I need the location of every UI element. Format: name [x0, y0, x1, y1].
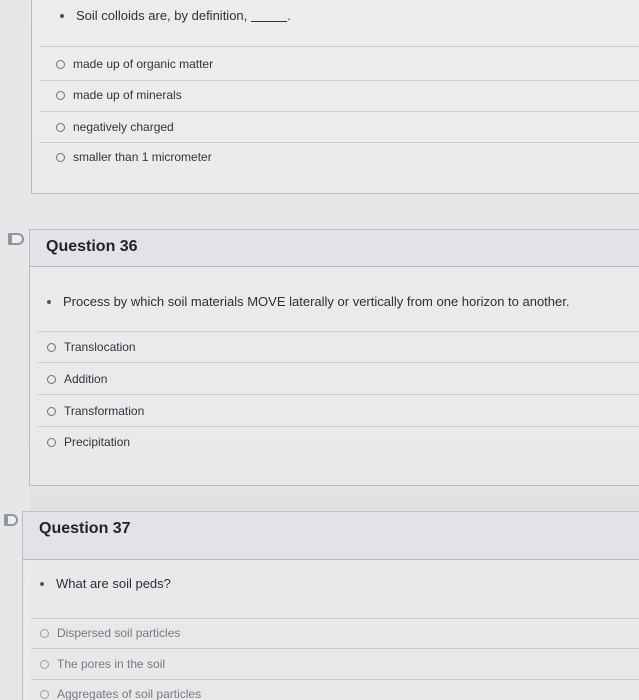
radio-button-icon[interactable] — [56, 91, 65, 100]
radio-button-icon[interactable] — [47, 343, 56, 352]
question-header — [23, 512, 639, 560]
option-label: Aggregates of soil particles — [57, 687, 202, 700]
option-label: Translocation — [64, 340, 136, 354]
option-row[interactable] — [56, 86, 182, 104]
question-title: Question 37 — [39, 520, 131, 537]
flag-icon[interactable] — [4, 514, 18, 526]
radio-button-icon[interactable] — [56, 123, 65, 132]
option-label: negatively charged — [73, 120, 174, 134]
question-header — [30, 230, 639, 267]
question-prompt-text: Soil colloids are, by definition, — [76, 8, 248, 23]
option-row[interactable] — [47, 433, 130, 451]
question-36-card — [29, 229, 639, 486]
option-label: Addition — [64, 372, 108, 386]
option-row[interactable] — [47, 370, 107, 388]
divider — [38, 394, 639, 395]
question-prompt-text: Process by which soil materials MOVE laterally or vertically from one horizon to another. — [63, 294, 570, 309]
question-prev-card — [31, 0, 639, 194]
radio-button-icon[interactable] — [40, 690, 49, 699]
divider — [40, 111, 639, 112]
divider — [40, 80, 639, 81]
divider — [38, 362, 639, 363]
option-row[interactable] — [47, 338, 136, 356]
option-row[interactable] — [40, 655, 165, 673]
question-prompt — [60, 8, 291, 23]
option-row[interactable] — [40, 685, 201, 700]
divider — [40, 142, 639, 143]
divider — [40, 46, 639, 47]
divider — [31, 679, 639, 680]
option-row[interactable] — [40, 624, 180, 642]
radio-button-icon[interactable] — [47, 407, 56, 416]
question-37-card — [22, 511, 639, 700]
question-prompt — [47, 294, 569, 309]
flag-icon[interactable] — [8, 233, 24, 245]
option-label: smaller than 1 micrometer — [73, 150, 212, 164]
option-label: Dispersed soil particles — [57, 626, 181, 640]
radio-button-icon[interactable] — [47, 438, 56, 447]
divider — [38, 426, 639, 427]
answer-blank — [251, 10, 287, 22]
bullet-icon — [60, 14, 64, 18]
option-row[interactable] — [56, 148, 212, 166]
radio-button-icon[interactable] — [56, 153, 65, 162]
question-title: Question 36 — [46, 238, 138, 255]
bullet-icon — [47, 300, 51, 304]
option-label: Transformation — [64, 404, 145, 418]
radio-button-icon[interactable] — [47, 375, 56, 384]
question-prompt-text: What are soil peds? — [56, 576, 171, 591]
option-row[interactable] — [56, 55, 213, 73]
option-label: The pores in the soil — [57, 657, 166, 671]
radio-button-icon[interactable] — [56, 60, 65, 69]
option-row[interactable] — [47, 402, 144, 420]
option-row[interactable] — [56, 118, 174, 136]
question-prompt — [40, 576, 171, 591]
divider — [38, 331, 639, 332]
divider — [31, 648, 639, 649]
divider — [31, 618, 639, 619]
radio-button-icon[interactable] — [40, 660, 49, 669]
option-label: Precipitation — [64, 435, 131, 449]
radio-button-icon[interactable] — [40, 629, 49, 638]
option-label: made up of minerals — [73, 88, 182, 102]
bullet-icon — [40, 582, 44, 586]
blank-period: . — [287, 8, 291, 23]
option-label: made up of organic matter — [73, 57, 214, 71]
